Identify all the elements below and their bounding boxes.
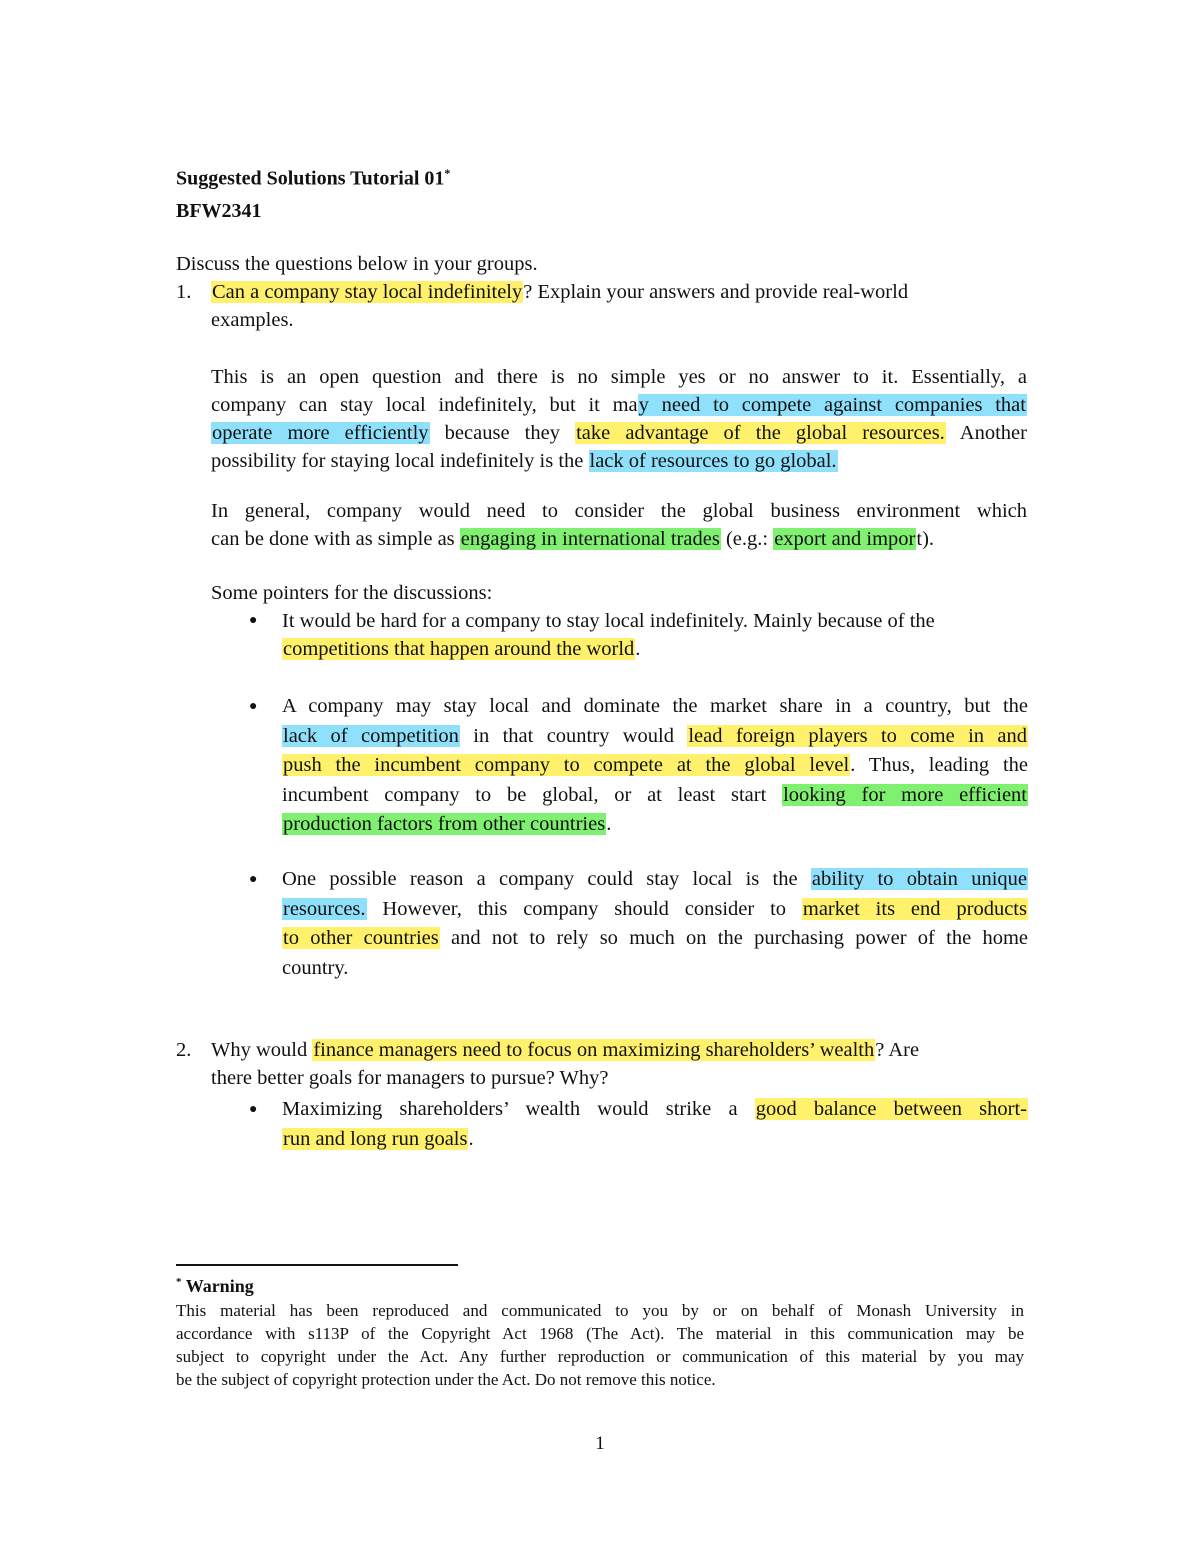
highlight-yellow: push the incumbent company to compete at the global level bbox=[283, 754, 850, 776]
highlight-yellow: good balance between short- bbox=[755, 1098, 1027, 1120]
footnote-separator bbox=[176, 1264, 458, 1266]
highlight-blue: lack of resources to go global. bbox=[589, 450, 837, 472]
highlight-yellow: to other countries bbox=[283, 927, 439, 949]
footnote-heading: * Warning bbox=[176, 1276, 254, 1296]
highlight-green: production factors from other countries bbox=[283, 813, 606, 835]
question-number: 1. bbox=[176, 281, 192, 303]
highlight-yellow: run and long run goals bbox=[283, 1127, 468, 1150]
question-2-text: Why would finance managers need to focus on maximizing shareholders’ wealth? Are there better goals for managers to pursue? Why? bbox=[211, 1039, 920, 1089]
question-number: 2. bbox=[176, 1039, 192, 1061]
bullet-icon: ● bbox=[249, 1102, 258, 1117]
bullet-text: It would be hard for a company to stay local indefinitely. Mainly because of the competitions that happen around the world. bbox=[282, 610, 935, 660]
highlight-blue: resources. bbox=[283, 897, 366, 920]
highlight-green: export and impor bbox=[774, 528, 916, 550]
highlight-green: engaging in international trades bbox=[460, 528, 720, 550]
answer-paragraph-2: In general, company would need to consider the global business environment which can be done with as simple as engaging in international trades (e.g.: export and import). bbox=[211, 500, 1027, 550]
highlight-green: looking for more efficient bbox=[783, 783, 1027, 806]
unit-code: BFW2341 bbox=[176, 200, 262, 222]
highlight-yellow: take advantage of the global resources. bbox=[576, 422, 945, 444]
footnote-text: This material has been reproduced and communicated to you by or on behalf of Monash University in accordance with s113P of the Copyright Act 1968 (The Act). The material in this communication may be subject to copyright under the Act. Any further reproduction or communication of this material by you may be the subject of copyright protection under the Act. Do not remove this notice. bbox=[176, 1301, 1024, 1389]
page-number: 1 bbox=[595, 1433, 605, 1454]
highlight-blue: ability to obtain unique bbox=[811, 868, 1027, 890]
intro-text: Discuss the questions below in your groups. bbox=[176, 253, 538, 275]
highlight-blue: y need to compete against companies that bbox=[638, 394, 1026, 416]
highlight-yellow: Can a company stay local indefinitely bbox=[212, 281, 523, 303]
highlight-blue: lack of competition bbox=[283, 724, 459, 747]
bullet-text: One possible reason a company could stay local is the ability to obtain unique resources. However, this company should consider to market its end products to other countries and not to rely so much on the purchasing power of the home country. bbox=[282, 868, 1028, 979]
footnote-mark: * bbox=[176, 1276, 182, 1288]
highlight-yellow: competitions that happen around the world bbox=[283, 638, 635, 660]
highlight-yellow: market its end products bbox=[802, 897, 1027, 920]
bullet-text: A company may stay local and dominate the market share in a country, but the lack of competition in that country would lead foreign players to come in and push the incumbent company to compete at the global level. Thus, leading the incumbent company to be global, or at least start looking for more efficient production factors from other countries. bbox=[282, 695, 1028, 835]
highlight-blue: operate more efficiently bbox=[212, 422, 429, 444]
pointers-intro: Some pointers for the discussions: bbox=[211, 582, 493, 604]
bullet-text: Maximizing shareholders’ wealth would strike a good balance between short- run and long run goals. bbox=[282, 1098, 1027, 1150]
bullet-icon: ● bbox=[249, 613, 258, 628]
highlight-yellow: lead foreign players to come in and bbox=[688, 724, 1027, 747]
bullet-icon: ● bbox=[249, 872, 258, 887]
document-title: Suggested Solutions Tutorial 01* bbox=[176, 166, 451, 190]
answer-paragraph-1: This is an open question and there is no simple yes or no answer to it. Essentially, a company can stay local indefinitely, but it may need to compete against companies that operate more efficiently because they take advantage of the global resources. Another possibility for staying local indefinitely is the lack of resources to go global. bbox=[211, 366, 1027, 472]
bullet-icon: ● bbox=[249, 699, 258, 714]
highlight-yellow: finance managers need to focus on maximizing shareholders’ wealth bbox=[313, 1039, 875, 1061]
question-1-text: Can a company stay local indefinitely? Explain your answers and provide real-world examples. bbox=[211, 281, 909, 331]
title-footnote-mark: * bbox=[444, 166, 451, 180]
